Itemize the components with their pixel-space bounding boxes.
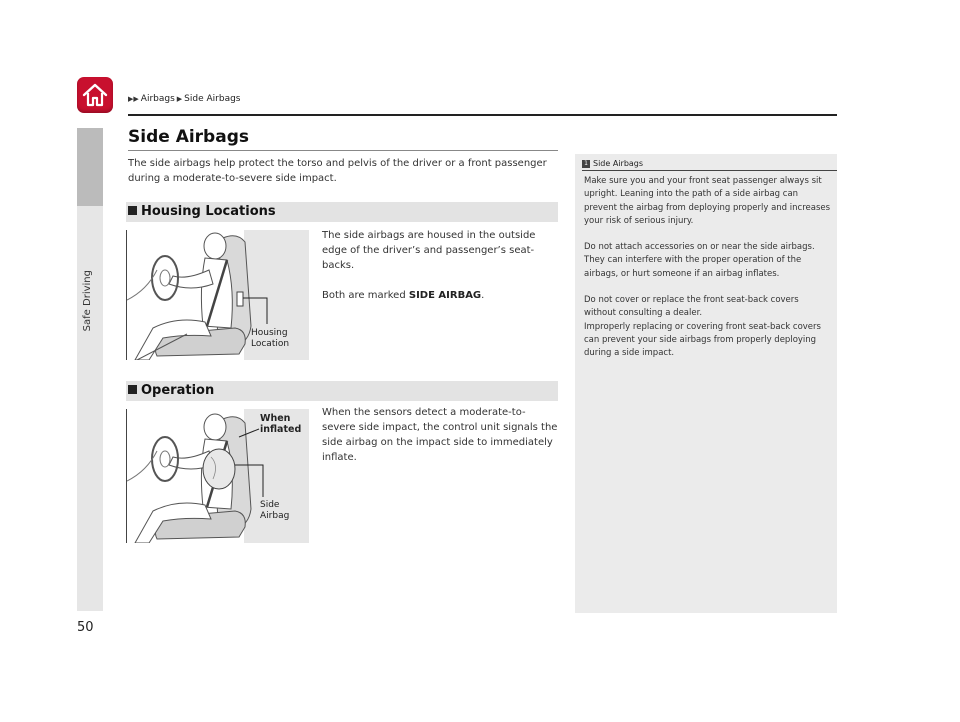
when-inflated-line1: When [260,413,291,424]
note-paragraph: Do not cover or replace the front seat-back covers without consulting a dealer. Improperly replacing or covering front seat-back covers can prevent your side airbags from properly deploying during a side impact. [584,295,821,359]
heading-square-icon [128,206,137,215]
side-airbag-line1: Side [260,500,280,510]
note-number-badge: 1 [582,160,590,168]
header-divider [128,114,837,116]
housing-heading-text: Housing Locations [141,204,276,219]
operation-section-heading [126,381,558,401]
page-number: 50 [77,620,94,635]
operation-heading-text: Operation [141,383,215,398]
housing-description [322,228,558,303]
home-icon[interactable] [77,77,113,113]
note-divider [582,170,837,171]
when-inflated-label [260,413,301,435]
housing-figure [126,230,308,360]
breadcrumb-item-side-airbags[interactable]: Side Airbags [184,94,241,104]
side-airbag-label [260,500,289,522]
housing-text: The side airbags are housed in the outside edge of the driver’s and passenger’s seat-backs. [322,230,536,271]
housing-location-label [251,328,289,350]
breadcrumb-arrow-icon: ▶▶ [128,95,139,103]
side-airbag-line2: Airbag [260,511,290,521]
breadcrumb-arrow-icon: ▶ [176,95,183,103]
housing-section-heading [126,202,558,222]
section-tab-marker [77,128,103,206]
intro-paragraph: The side airbags help protect the torso and pelvis of the driver or a front passenger during a moderate-to-severe side impact. [128,158,547,184]
housing-label-line2: Location [251,339,290,349]
note-heading [582,159,643,168]
breadcrumb-item-airbags[interactable]: Airbags [140,94,175,104]
housing-label-line1: Housing [251,328,288,338]
breadcrumb [128,94,240,104]
housing-marked-prefix: Both are marked [322,290,409,301]
section-tab-strip [77,206,103,611]
when-inflated-line2: inflated [260,424,302,435]
note-body [584,175,832,374]
section-tab-label: Safe Driving [82,270,93,332]
home-glyph [81,81,109,109]
heading-square-icon [128,385,137,394]
note-paragraph: Make sure you and your front seat passenger always sit upright. Leaning into the path of a side airbag can prevent the airbag from deploying properly and increases your risk of serious injury. [584,176,831,226]
title-divider [128,150,558,151]
housing-marked-suffix: . [481,290,485,301]
operation-figure [126,409,308,543]
note-title[interactable]: Side Airbags [593,159,644,168]
note-paragraph: Do not attach accessories on or near the side airbags. They can interfere with the proper operation of the airbags, or hurt someone if an airbag inflates. [584,242,815,279]
housing-marked-term: SIDE AIRBAG [408,290,482,301]
operation-description: When the sensors detect a moderate-to-severe side impact, the control unit signals the side airbag on the impact side to immediately inflate. [322,407,558,463]
page-title: Side Airbags [128,127,249,147]
housing-marked-line [322,288,558,303]
